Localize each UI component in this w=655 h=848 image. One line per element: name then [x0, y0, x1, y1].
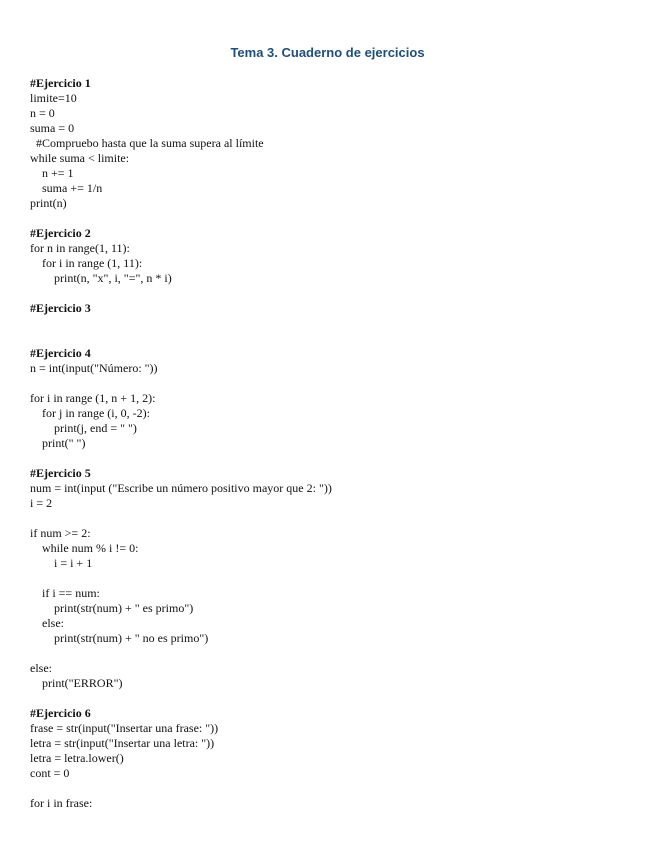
code-line: i = 2 — [30, 496, 53, 510]
document-title: Tema 3. Cuaderno de ejercicios — [230, 45, 425, 60]
code-line: i = i + 1 — [30, 556, 93, 570]
exercise-heading: #Ejercicio 1 — [30, 76, 91, 90]
code-line: for i in frase: — [30, 796, 93, 810]
code-line: cont = 0 — [30, 766, 70, 780]
exercise-heading: #Ejercicio 6 — [30, 706, 91, 720]
code-line — [30, 211, 332, 226]
exercise-heading: #Ejercicio 4 — [30, 346, 91, 360]
exercise-heading: #Ejercicio 5 — [30, 466, 91, 480]
code-line: while num % i != 0: — [30, 541, 139, 555]
code-line: print(str(num) + " es primo") — [30, 601, 194, 615]
code-line — [30, 451, 332, 466]
code-line: print(n) — [30, 196, 67, 210]
code-line: print(str(num) + " no es primo") — [30, 631, 209, 645]
exercise-heading: #Ejercicio 2 — [30, 226, 91, 240]
code-line: while suma < limite: — [30, 151, 130, 165]
code-line: if num >= 2: — [30, 526, 91, 540]
code-line: frase = str(input("Insertar una frase: ")) — [30, 721, 219, 735]
code-line: for i in range (1, n + 1, 2): — [30, 391, 156, 405]
code-line: num = int(input ("Escribe un número positivo mayor que 2: ")) — [30, 481, 332, 495]
code-line: for n in range(1, 11): — [30, 241, 130, 255]
code-line — [30, 781, 332, 796]
code-line: print(" ") — [30, 436, 86, 450]
code-line — [30, 571, 332, 586]
code-line — [30, 286, 332, 301]
code-line: n = 0 — [30, 106, 55, 120]
code-line: print("ERROR") — [30, 676, 123, 690]
code-line — [30, 316, 332, 331]
code-line: letra = letra.lower() — [30, 751, 124, 765]
code-line: for j in range (i, 0, -2): — [30, 406, 150, 420]
code-line: print(j, end = " ") — [30, 421, 137, 435]
code-line — [30, 511, 332, 526]
code-line: letra = str(input("Insertar una letra: ")) — [30, 736, 215, 750]
code-line: for i in range (1, 11): — [30, 256, 143, 270]
code-line: n += 1 — [30, 166, 74, 180]
code-body — [30, 76, 332, 811]
code-line: else: — [30, 661, 52, 675]
code-line: n = int(input("Número: ")) — [30, 361, 158, 375]
code-line: limite=10 — [30, 91, 77, 105]
exercise-heading: #Ejercicio 3 — [30, 301, 91, 315]
code-line: if i == num: — [30, 586, 100, 600]
code-line — [30, 691, 332, 706]
code-line — [30, 331, 332, 346]
code-line — [30, 376, 332, 391]
code-line: else: — [30, 616, 64, 630]
code-line — [30, 646, 332, 661]
code-line: suma += 1/n — [30, 181, 103, 195]
code-line: #Compruebo hasta que la suma supera al límite — [30, 136, 264, 150]
code-line: suma = 0 — [30, 121, 75, 135]
code-line: print(n, "x", i, "=", n * i) — [30, 271, 172, 285]
